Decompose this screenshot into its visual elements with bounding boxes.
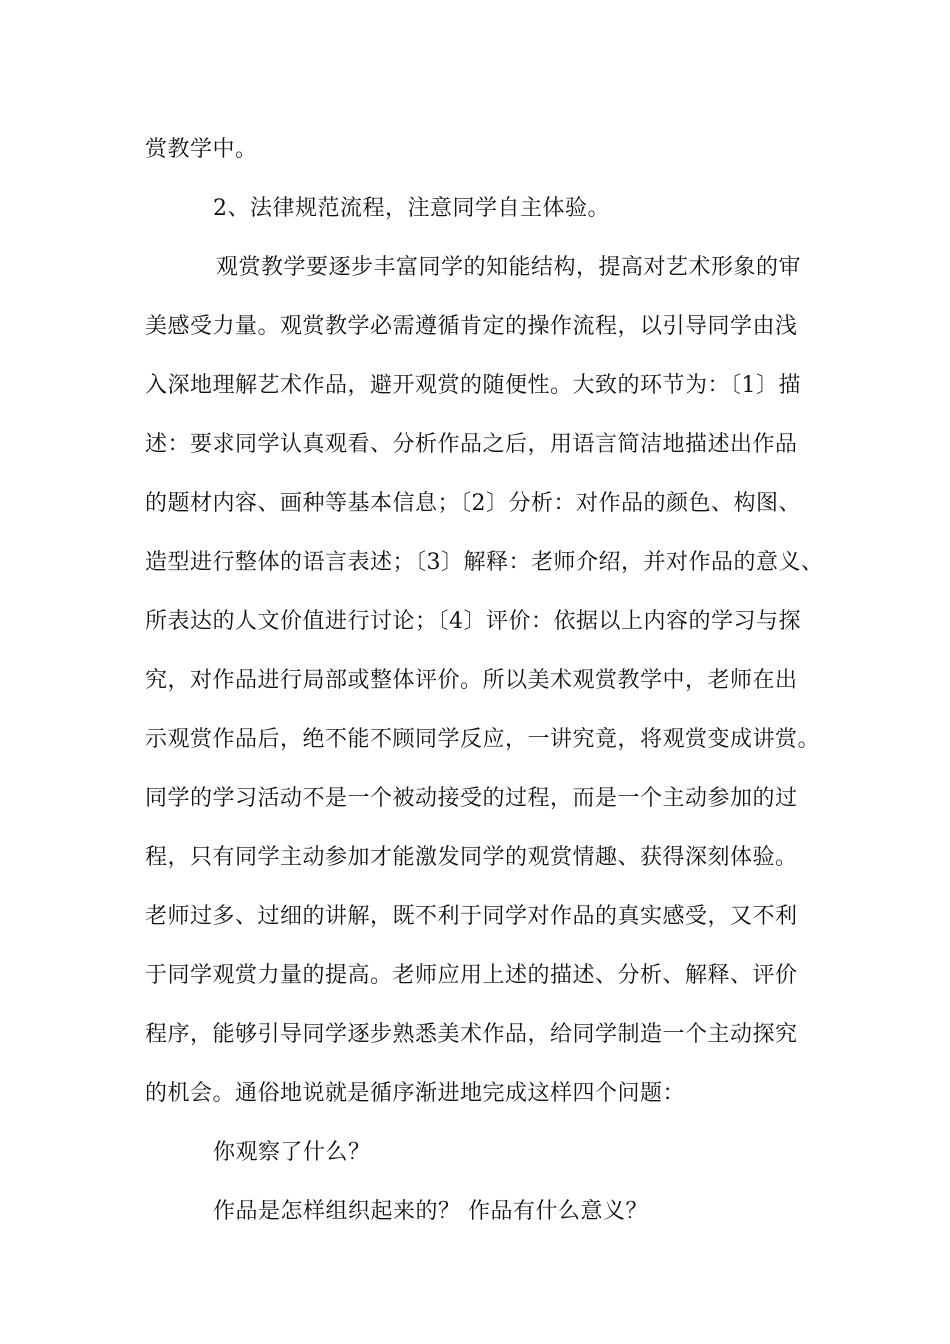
text-line-8: 造型进行整体的语言表述；〔3〕解释：老师介绍，并对作品的意义、 <box>145 550 824 575</box>
text-line-15: 于同学观赏力量的提高。老师应用上述的描述、分析、解释、评价 <box>145 963 798 988</box>
text-line-5: 入深地理解艺术作品，避开观赏的随便性。大致的环节为：〔1〕描 <box>145 373 801 398</box>
text-line-11: 示观赏作品后，绝不能不顾同学反应，一讲究竟，将观赏变成讲赏。 <box>145 727 821 752</box>
text-line-9: 所表达的人文价值进行讨论；〔4〕评价：依据以上内容的学习与探 <box>145 609 801 634</box>
text-line-1: 赏教学中。 <box>145 137 258 162</box>
text-line-17: 的机会。通俗地说就是循序渐进地完成这样四个问题： <box>145 1081 686 1106</box>
text-line-14: 老师过多、过细的讲解，既不利于同学对作品的真实感受，又不利 <box>145 904 798 929</box>
text-line-6: 述：要求同学认真观看、分析作品之后，用语言简洁地描述出作品 <box>145 432 798 457</box>
text-line-7: 的题材内容、画种等基本信息；〔2〕分析：对作品的颜色、构图、 <box>145 491 801 516</box>
section-heading: 2、法律规范流程，注意同学自主体验。 <box>213 196 610 221</box>
text-line-12: 同学的学习活动不是一个被动接受的过程，而是一个主动参加的过 <box>145 786 798 811</box>
text-line-10: 究，对作品进行局部或整体评价。所以美术观赏教学中，老师在出 <box>145 668 798 693</box>
text-line-16: 程序，能够引导同学逐步熟悉美术作品，给同学制造一个主动探究 <box>145 1022 798 1047</box>
text-line-4: 美感受力量。观赏教学必需遵循肯定的操作流程，以引导同学由浅 <box>145 314 798 339</box>
text-line-13: 程，只有同学主动参加才能激发同学的观赏情趣、获得深刻体验。 <box>145 845 798 870</box>
text-line-3: 观赏教学要逐步丰富同学的知能结构，提高对艺术形象的审 <box>216 255 802 280</box>
question-2-3: 作品是怎样组织起来的？ 作品有什么意义？ <box>213 1199 648 1224</box>
question-1: 你观察了什么？ <box>213 1140 371 1165</box>
